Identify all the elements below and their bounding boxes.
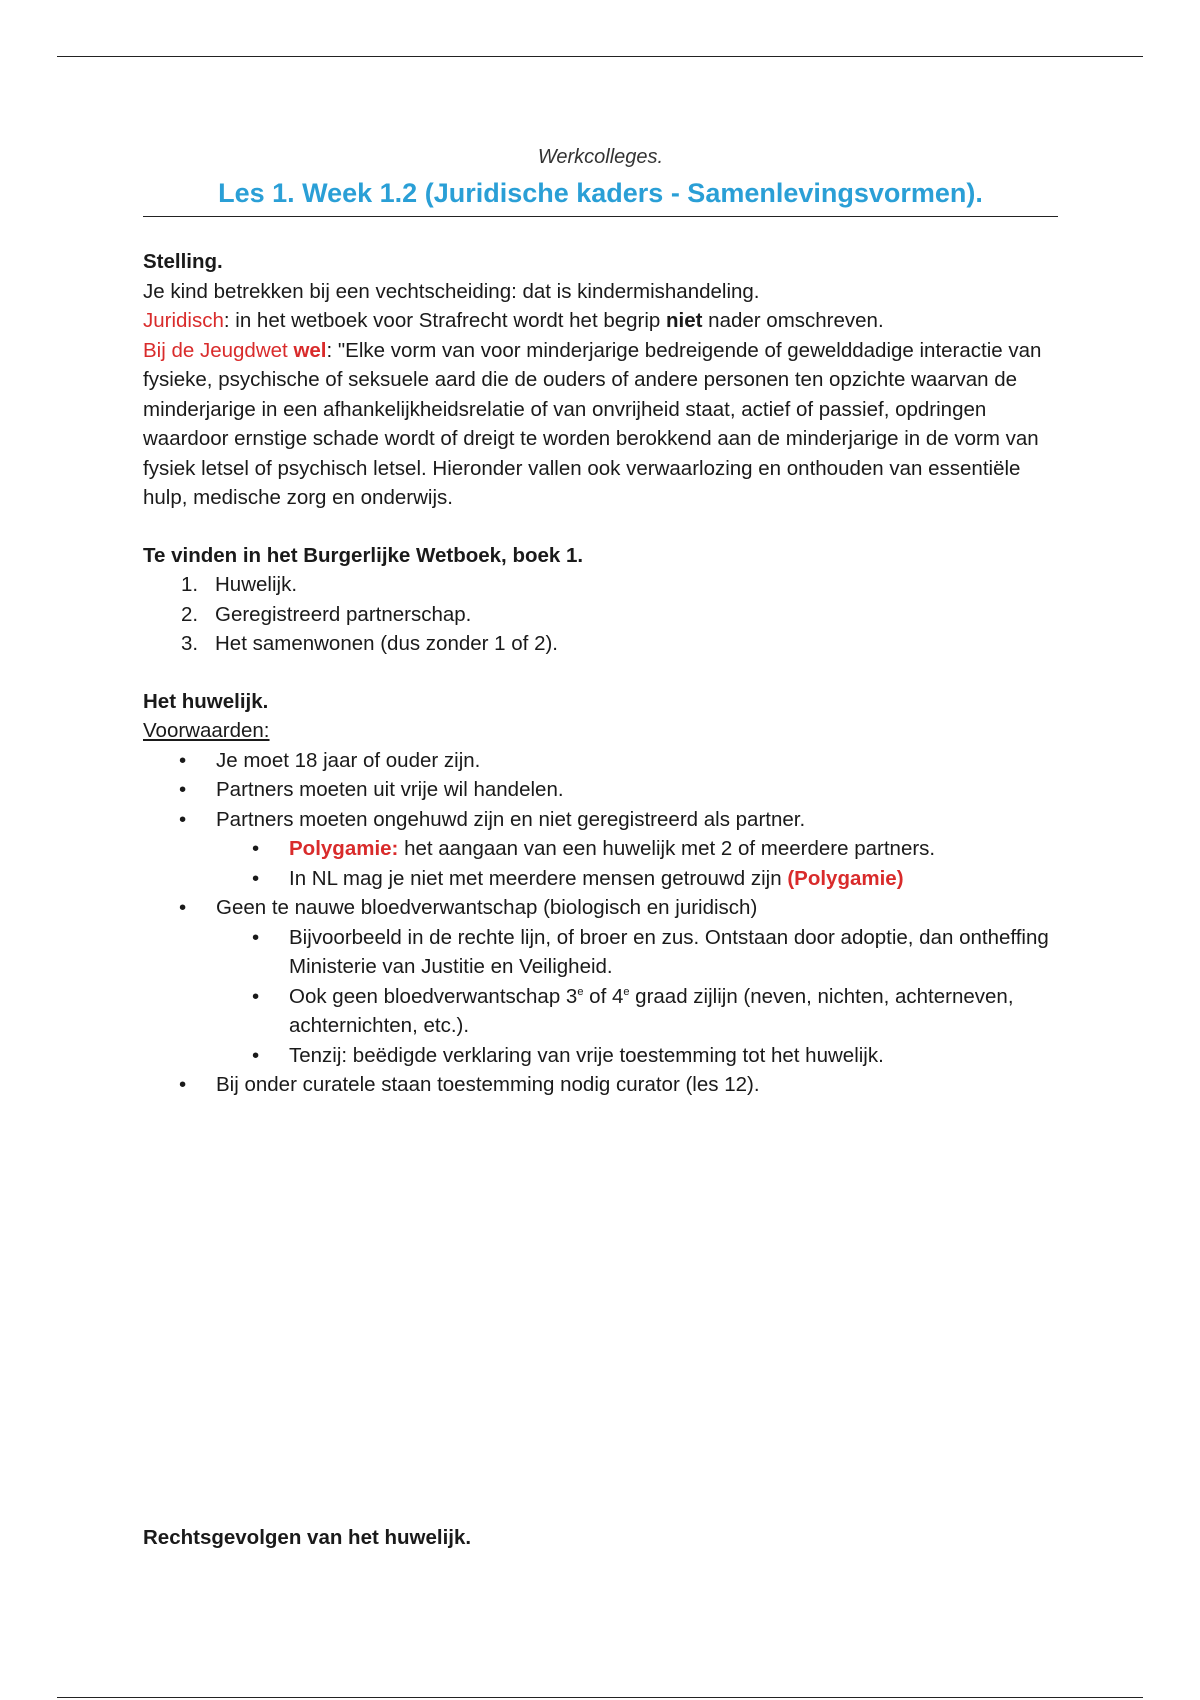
bw-list xyxy=(143,570,1058,659)
section-bw xyxy=(143,541,1058,659)
document-body xyxy=(143,140,1058,1100)
list-item: • Bijvoorbeeld in de rechte lijn, of broer en zus. Ontstaan door adoptie, dan ontheffing Ministerie van Justitie en Veiligheid. xyxy=(216,923,1058,982)
section-stelling xyxy=(143,247,1058,513)
list-text: Geen te nauwe bloedverwantschap (biologisch en juridisch) xyxy=(216,896,758,919)
voorwaarden-label: Voorwaarden: xyxy=(143,719,270,742)
jeugdwet-text: : "Elke vorm van voor minderjarige bedreigende of gewelddadige interactie van fysieke, psychische of seksuele aard die de ouders of andere personen ten opzichte waarvan de minderjarige in een afhankelijkheidsrelatie of van onvrijheid staat, actief of passief, opdringen waardoor ernstige schade wordt of dreigt te worden berokkend aan de minderjarige in de vorm van fysiek letsel of psychisch letsel. Hieronder vallen ook verwaarlozing en onthouden van essentiële hulp, medische zorg en onderwijs. xyxy=(143,338,1042,509)
list-text: of 4 xyxy=(583,984,624,1008)
huwelijk-heading: Het huwelijk. xyxy=(143,689,269,713)
list-item xyxy=(216,864,1058,894)
list-item xyxy=(216,982,1058,1041)
list-item: • Bij onder curatele staan toestemming nodig curator (les 12). xyxy=(143,1070,1058,1100)
list-text: Partners moeten ongehuwd zijn en niet geregistreerd als partner. xyxy=(216,807,806,831)
document-subtitle: Werkcolleges. xyxy=(537,146,664,168)
list-item xyxy=(181,600,1058,630)
list-text: In NL mag je niet met meerdere mensen getrouwd zijn xyxy=(289,866,788,890)
voorwaarden-list xyxy=(143,746,1058,1100)
list-item xyxy=(143,805,1058,894)
superscript: e xyxy=(577,985,584,998)
list-item xyxy=(143,893,1058,1070)
stelling-statement: Je kind betrekken bij een vechtscheiding: dat is kindermishandeling. xyxy=(143,279,760,303)
title-rule xyxy=(143,216,1058,217)
sub-list xyxy=(216,834,1058,893)
list-item xyxy=(181,570,1058,600)
juridisch-bold: niet xyxy=(666,309,703,332)
jeugdwet-paragraph xyxy=(143,336,1058,513)
rechtsgevolgen-heading: Rechtsgevolgen van het huwelijk. xyxy=(143,1526,472,1549)
section-huwelijk xyxy=(143,687,1058,1100)
list-text: het aangaan van een huwelijk met 2 of meerdere partners. xyxy=(398,837,936,860)
superscript: e xyxy=(623,985,630,998)
list-item xyxy=(181,629,1058,659)
jeugdwet-bold: wel xyxy=(293,338,327,362)
stelling-heading: Stelling. xyxy=(143,250,223,273)
bottom-rule xyxy=(57,1697,1143,1698)
juridisch-label: Juridisch xyxy=(143,309,224,332)
list-text: graad zijlijn (neven, nichten, achterneven, achternichten, etc.). xyxy=(289,984,1014,1037)
list-text: Ook geen bloedverwantschap 3 xyxy=(289,984,578,1008)
list-number: 1. xyxy=(181,573,199,596)
document-title: Les 1. Week 1.2 (Juridische kaders - Samenlevingsvormen). xyxy=(218,178,983,208)
jeugdwet-label: Bij de Jeugdwet xyxy=(143,338,294,362)
list-item: • Je moet 18 jaar of ouder zijn. xyxy=(143,746,1058,776)
juridisch-text-post: nader omschreven. xyxy=(702,309,884,332)
list-number: 3. xyxy=(181,632,199,655)
list-item xyxy=(216,834,1058,864)
sub-list xyxy=(216,923,1058,1071)
juridisch-paragraph xyxy=(143,306,1058,336)
bw-heading: Te vinden in het Burgerlijke Wetboek, boek 1. xyxy=(143,543,584,567)
list-item: • Partners moeten uit vrije wil handelen. xyxy=(143,775,1058,805)
list-text: Geregistreerd partnerschap. xyxy=(215,602,472,626)
juridisch-text-pre: : in het wetboek voor Strafrecht wordt het begrip xyxy=(223,309,667,332)
list-number: 2. xyxy=(181,602,199,626)
list-text: Het samenwonen (dus zonder 1 of 2). xyxy=(215,632,558,655)
top-rule xyxy=(57,56,1143,57)
list-item: • Tenzij: beëdigde verklaring van vrije toestemming tot het huwelijk. xyxy=(216,1041,1058,1071)
polygamie-label: Polygamie: xyxy=(289,837,399,860)
polygamie-label: (Polygamie) xyxy=(787,866,904,890)
list-text: Huwelijk. xyxy=(215,573,298,596)
